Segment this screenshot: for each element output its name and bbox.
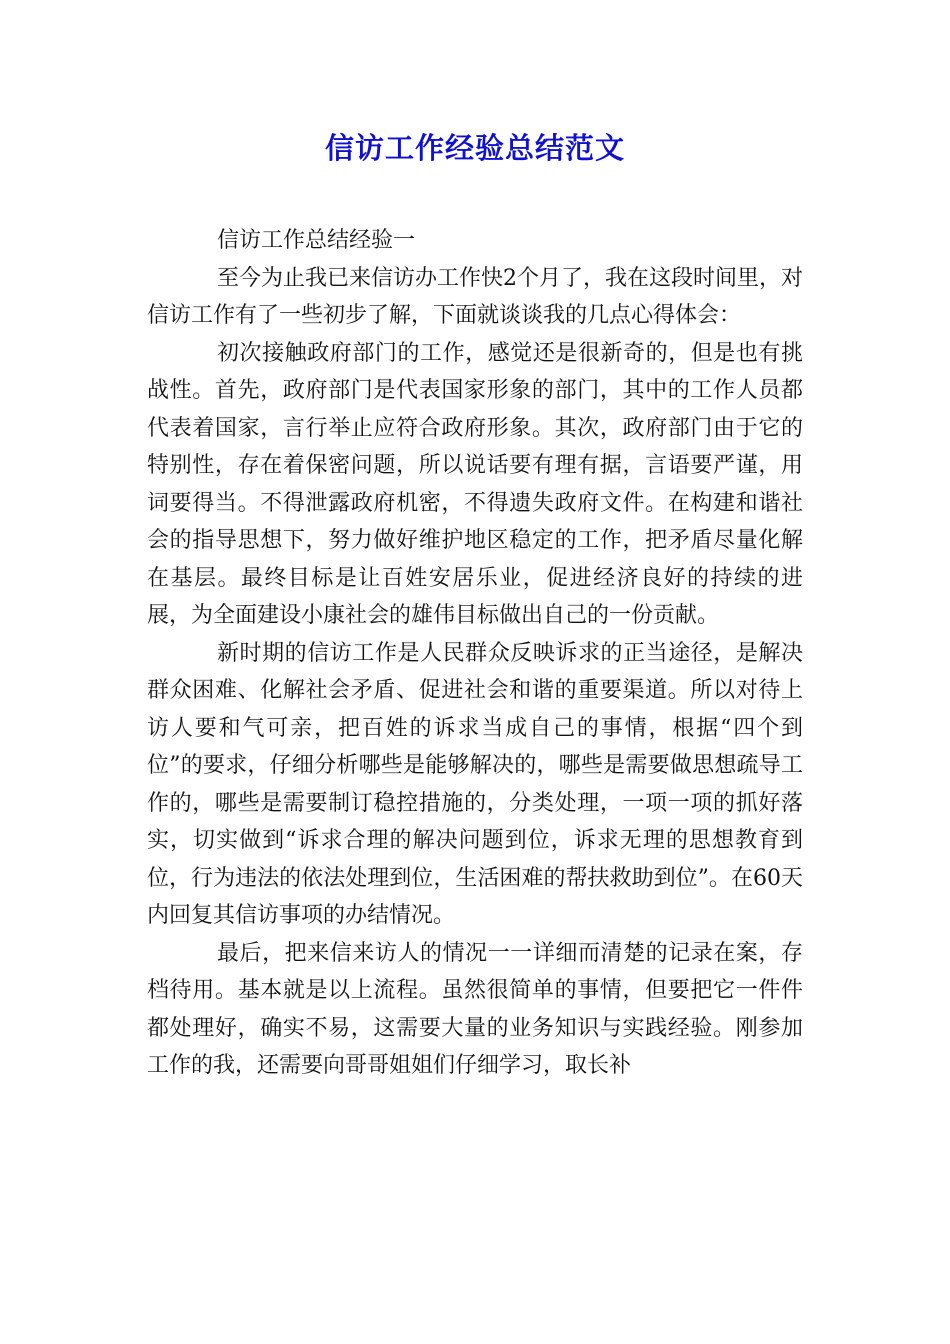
paragraph: 新时期的信访工作是人民群众反映诉求的正当途径，是解决群众困难、化解社会矛盾、促进社会和谐的重要渠道。所以对待上访人要和气可亲，把百姓的诉求当成自己的事情，根据“四个到位”的要求，仔细分析哪些是能够解决的，哪些是需要做思想疏导工作的，哪些是需要制订稳控措施的，分类处理，一项一项的抓好落实，切实做到“诉求合理的解决问题到位，诉求无理的思想教育到位，行为违法的依法处理到位，生活困难的帮扶救助到位”。在60天内回复其信访事项的办结情况。 — [147, 640, 803, 928]
paragraph: 最后，把来信来访人的情况一一详细而清楚的记录在案，存档待用。基本就是以上流程。虽然很简单的事情，但要把它一件件都处理好，确实不易，这需要大量的业务知识与实践经验。刚参加工作的我，还需要向哥哥姐姐们仔细学习，取长补 — [147, 940, 803, 1078]
document-title: 信访工作经验总结范文 — [324, 131, 625, 165]
paragraph: 初次接触政府部门的工作，感觉还是很新奇的，但是也有挑战性。首先，政府部门是代表国家形象的部门，其中的工作人员都代表着国家，言行举止应符合政府形象。其次，政府部门由于它的特别性，存在着保密问题，所以说话要有理有据，言语要严谨，用词要得当。不得泄露政府机密，不得遗失政府文件。在构建和谐社会的指导思想下，努力做好维护地区稳定的工作，把矛盾尽量化解在基层。最终目标是让百姓安居乐业，促进经济良好的持续的进展，为全面建设小康社会的雄伟目标做出自己的一份贡献。 — [147, 340, 803, 628]
paragraph: 至今为止我已来信访办工作快2个月了，我在这段时间里，对信访工作有了一些初步了解，下面就谈谈我的几点心得体会： — [147, 265, 803, 328]
document-body — [147, 222, 803, 1085]
section-heading: 信访工作总结经验一 — [217, 228, 416, 253]
